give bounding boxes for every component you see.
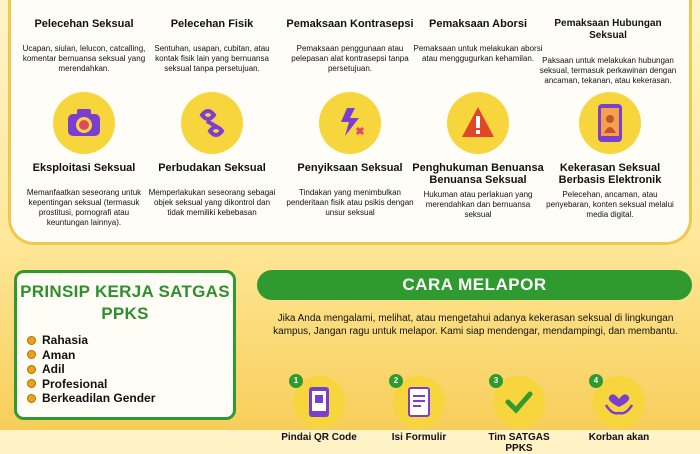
violation-desc: Pemaksaan untuk melakukan aborsi atau menggugurkan kehamilan. — [413, 44, 543, 63]
prinsip-item-label: Berkeadilan Gender — [42, 391, 156, 405]
violation-item — [540, 92, 680, 220]
violation-title: Perbudakan Seksual — [158, 162, 266, 174]
violation-title: Kekerasan Seksual Berbasis Elektronik — [558, 162, 662, 186]
violation-item — [538, 0, 678, 86]
step-number: 4 — [589, 374, 603, 388]
violation-desc: Memperlakukan seseorang sebagai objek seksual yang dikontrol dan tidak memiliki kebebasan — [148, 188, 276, 217]
violation-item — [284, 92, 416, 218]
bullet-icon — [27, 365, 36, 374]
list-item — [27, 377, 233, 392]
phone-icon — [579, 92, 641, 154]
violation-desc: Ucapan, siulan, lelucon, catcalling, komentar bernuansa seksual yang merendahkan. — [22, 44, 146, 73]
care-hands-icon — [593, 376, 645, 428]
step-label: Isi Formulir — [391, 432, 447, 443]
violation-title: Pemaksaan Kontrasepsi — [286, 18, 414, 30]
step-label: Pindai QR Code — [281, 432, 357, 443]
violation-title: Pelecehan Fisik — [170, 18, 254, 30]
violation-desc: Pemaksaan penggunaan atau pelepasan alat kontrasepsi tanpa persetujuan. — [291, 44, 409, 73]
check-icon — [493, 376, 545, 428]
violation-title: Pelecehan Seksual — [34, 18, 134, 30]
report-step — [274, 376, 364, 443]
list-item — [27, 348, 233, 363]
violation-item — [146, 92, 278, 218]
violation-item — [284, 0, 416, 74]
prinsip-item-label: Profesional — [42, 376, 108, 391]
bullet-icon — [27, 336, 36, 345]
step-number: 2 — [389, 374, 403, 388]
violation-title: Penyiksaan Seksual — [297, 162, 403, 174]
prinsip-list — [27, 333, 233, 406]
violation-desc: Paksaan untuk melakukan hubungan seksual, termasuk perkawinan dengan ancaman, tekanan, atau kekerasan. — [539, 56, 677, 85]
qr-phone-icon — [293, 376, 345, 428]
report-step — [574, 376, 664, 443]
violation-desc: Hukuman atau perlakuan yang merendahkan dan bernuansa seksual — [423, 190, 533, 219]
prinsip-item-label: Aman — [42, 347, 76, 362]
step-number: 3 — [489, 374, 503, 388]
prinsip-title: PRINSIP KERJA SATGAS PPKS — [20, 282, 230, 323]
violation-item — [146, 0, 278, 74]
bullet-icon — [27, 379, 36, 388]
prinsip-box — [14, 270, 236, 420]
violation-desc: Sentuhan, usapan, cubitan, atau kontak fisik lain yang bernuansa seksual tanpa persetujuan. — [154, 44, 270, 73]
form-icon — [393, 376, 445, 428]
cara-melapor-header: CARA MELAPOR — [257, 270, 692, 300]
list-item — [27, 391, 233, 406]
list-item — [27, 362, 233, 377]
prinsip-item-label: Rahasia — [42, 333, 89, 347]
bullet-icon — [27, 394, 36, 403]
violation-item — [18, 0, 150, 74]
violation-item — [412, 0, 544, 64]
chain-icon — [181, 92, 243, 154]
step-label: Korban akan — [588, 432, 650, 443]
violation-item — [412, 92, 544, 220]
violation-desc: Tindakan yang menimbulkan penderitaan fisik atau psikis dengan unsur seksual — [286, 188, 414, 217]
violation-title: Penghukuman Benuansa Benuansa Seksual — [412, 162, 544, 186]
prinsip-item-label: Adil — [42, 362, 65, 376]
warning-icon — [447, 92, 509, 154]
violation-desc: Pelecehan, ancaman, atau penyebaran, konten seksual melalui media digital. — [546, 190, 674, 219]
violation-title: Pemaksaan Aborsi — [428, 18, 528, 30]
step-number: 1 — [289, 374, 303, 388]
step-label: Tim SATGAS PPKS — [488, 432, 550, 454]
torture-icon — [319, 92, 381, 154]
violation-item — [18, 92, 150, 228]
bullet-icon — [27, 350, 36, 359]
report-step — [374, 376, 464, 443]
violation-title: Pemaksaan Hubungan Seksual — [554, 18, 662, 41]
list-item — [27, 333, 233, 348]
violation-title: Eksploitasi Seksual — [32, 162, 136, 174]
cara-melapor-text: Jika Anda mengalami, melihat, atau mengetahui adanya kekerasan seksual di lingkungan kampus, Jangan ragu untuk melapor. Kami siap mendengar, mendampingi, dan membantu. — [273, 313, 678, 337]
report-step — [474, 376, 564, 454]
camera-icon — [53, 92, 115, 154]
violation-desc: Memanfaatkan seseorang untuk kepentingan seksual (termasuk prostitusi, pornografi atau keuntungan lainnya). — [26, 188, 142, 227]
